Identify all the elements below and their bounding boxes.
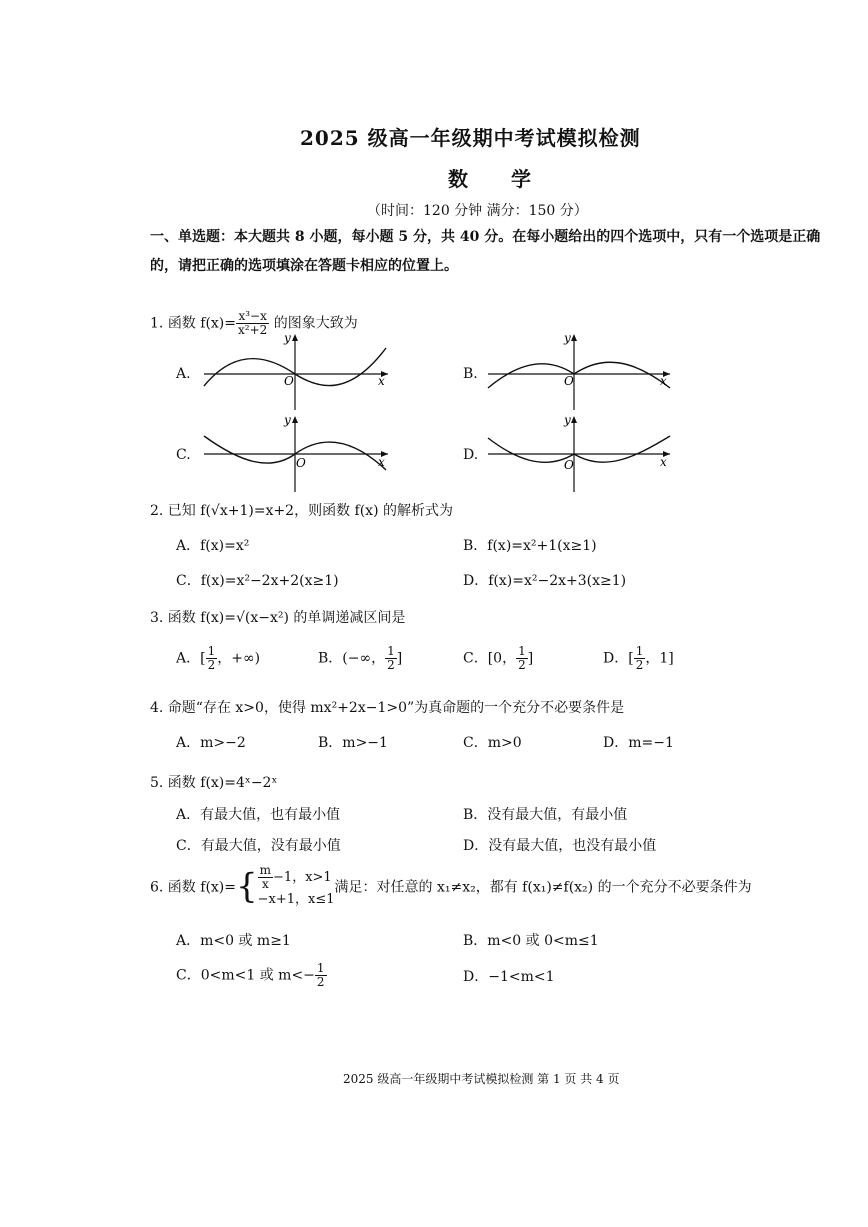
option-text: C．0<m<1 或 m<− <box>176 967 315 984</box>
fraction-denominator: x <box>261 877 269 891</box>
question-5-stem: 5. 函数 f(x)=4ˣ−2ˣ <box>150 775 278 791</box>
fraction-numerator: 1 <box>207 644 216 658</box>
x-axis-label: x <box>660 374 667 388</box>
q4-option-d: D．m=−1 <box>603 735 674 751</box>
q4-option-c: C．m>0 <box>463 735 522 751</box>
question-2-stem: 2. 已知 f(√x+1)=x+2，则函数 f(x) 的解析式为 <box>150 503 453 519</box>
fraction-denominator: x²+2 <box>238 323 268 337</box>
fraction-denominator: 2 <box>207 658 216 672</box>
q3-option-d <box>603 645 674 672</box>
q2-option-a: A．f(x)=x² <box>176 538 250 554</box>
fraction-numerator: 1 <box>518 644 526 658</box>
option-fraction <box>315 962 327 989</box>
q6-option-b: B．m<0 或 0<m≤1 <box>463 933 599 949</box>
option-suffix: ] <box>527 650 534 667</box>
fraction-denominator: 2 <box>635 658 644 672</box>
q1-option-d-label: D. <box>463 447 479 463</box>
option-suffix: ，+∞) <box>217 650 261 667</box>
piecewise-cases <box>258 864 335 909</box>
piecewise-case-1 <box>258 864 335 891</box>
q5-option-b: B．没有最大值，有最小值 <box>463 807 628 823</box>
q6-option-d: D．−1<m<1 <box>463 969 555 985</box>
origin-label: O <box>564 374 574 388</box>
option-prefix: B．(−∞， <box>318 650 386 667</box>
x-axis-label: x <box>660 455 667 469</box>
subject-title: 数 学 <box>448 167 549 191</box>
fraction-numerator: 1 <box>387 644 395 658</box>
question-3-stem: 3. 函数 f(x)=√(x−x²) 的单调递减区间是 <box>150 610 406 626</box>
origin-label: O <box>296 456 306 470</box>
q5-option-a: A．有最大值，也有最小值 <box>176 807 341 823</box>
q3-option-c <box>463 645 533 672</box>
fraction-numerator: 1 <box>316 961 325 975</box>
option-prefix: C．[0， <box>463 650 517 667</box>
x-axis-label: x <box>378 374 385 388</box>
option-fraction <box>516 645 528 672</box>
exam-meta: （时间：120 分钟 满分：150 分） <box>367 203 588 219</box>
page-footer: 2025 级高一年级期中考试模拟检测 第 1 页 共 4 页 <box>343 1072 620 1086</box>
y-axis-label: y <box>284 331 291 345</box>
case-1-fraction <box>258 864 273 891</box>
origin-label: O <box>564 458 574 472</box>
q4-option-b: B．m>−1 <box>318 735 388 751</box>
fraction-denominator: 2 <box>387 658 395 672</box>
fraction-numerator: 1 <box>635 644 644 658</box>
origin-label: O <box>284 374 294 388</box>
q1-option-b-label: B. <box>463 366 478 382</box>
q4-option-a: A．m>−2 <box>176 735 246 751</box>
option-suffix: ，1] <box>645 650 674 667</box>
section-instructions-line1: 一、单选题：本大题共 8 小题，每小题 5 分，共 40 分。在每小题给出的四个选项中，只有一个选项是正确 <box>150 229 821 245</box>
q1-option-a-graph <box>200 330 400 412</box>
q1-option-c-label: C. <box>176 447 191 463</box>
fraction-denominator: 2 <box>316 975 325 989</box>
option-prefix: D．[ <box>603 650 634 667</box>
case-1-tail: −1，x>1 <box>273 870 332 885</box>
question-4-stem: 4. 命题“存在 x>0，使得 mx²+2x−1>0”为真命题的一个充分不必要条件是 <box>150 700 625 716</box>
question-6-stem <box>150 864 752 909</box>
option-fraction <box>206 645 218 672</box>
q1-option-d-graph <box>484 412 676 494</box>
q1-option-c-graph <box>200 412 400 494</box>
q2-option-d: D．f(x)=x²−2x+3(x≥1) <box>463 573 627 589</box>
page-title: 2025 级高一年级期中考试模拟检测 <box>300 126 641 150</box>
option-prefix: A．[ <box>176 650 206 667</box>
piecewise-brace: { <box>236 866 258 907</box>
q2-option-c: C．f(x)=x²−2x+2(x≥1) <box>176 573 339 589</box>
fraction-denominator: 2 <box>518 658 526 672</box>
q6-option-c <box>176 962 327 989</box>
piecewise-case-2: −x+1，x≤1 <box>257 892 335 907</box>
y-axis-label: y <box>564 413 571 427</box>
q1-option-a-label: A. <box>176 366 191 382</box>
question-1-number: 1. <box>150 315 164 332</box>
q6-option-a: A．m<0 或 m≥1 <box>176 933 291 949</box>
question-6-prefix: 6. 函数 f(x)= <box>150 879 236 896</box>
q5-option-d: D．没有最大值，也没有最小值 <box>463 838 657 854</box>
question-6-suffix: 满足：对任意的 x₁≠x₂，都有 f(x₁)≠f(x₂) 的一个充分不必要条件为 <box>334 879 752 896</box>
fraction-numerator: m <box>259 863 272 877</box>
q2-option-b: B．f(x)=x²+1(x≥1) <box>463 538 597 554</box>
question-1-suffix: 的图象大致为 <box>273 315 358 332</box>
q5-option-c: C．有最大值，没有最小值 <box>176 838 341 854</box>
y-axis-label: y <box>564 331 571 345</box>
y-axis-label: y <box>284 413 291 427</box>
q3-option-b <box>318 645 402 672</box>
q3-option-a <box>176 645 260 672</box>
option-suffix: ] <box>396 650 403 667</box>
fraction-numerator: x³−x <box>236 310 269 324</box>
question-1-prefix: 函数 f(x)= <box>167 315 236 332</box>
section-instructions-line2: 的，请把正确的选项填涂在答题卡相应的位置上。 <box>150 258 458 274</box>
x-axis-label: x <box>378 455 385 469</box>
option-fraction <box>634 645 646 672</box>
q1-option-b-graph <box>484 330 676 412</box>
option-fraction <box>385 645 397 672</box>
